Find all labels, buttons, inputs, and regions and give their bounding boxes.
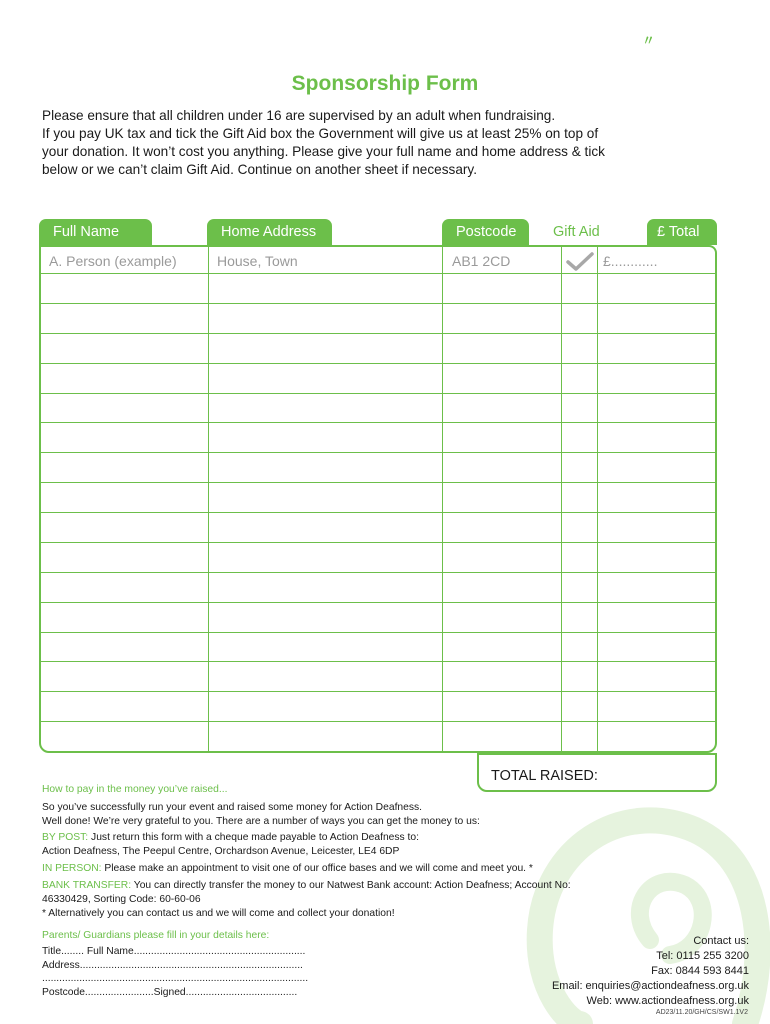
table-row[interactable]	[41, 542, 715, 572]
guardian-line[interactable]: Title........ Full Name............................................................	[42, 946, 306, 957]
in-person-text: Please make an appointment to visit one of our office bases and we will come and meet you. *	[104, 863, 533, 874]
check-icon	[566, 252, 594, 272]
corner-mark: 〃	[642, 33, 656, 48]
table-row[interactable]	[41, 721, 715, 751]
intro-line: below or we can’t claim Gift Aid. Continue on another sheet if necessary.	[42, 162, 477, 177]
table-row[interactable]	[41, 691, 715, 721]
header-full-name: Full Name	[39, 219, 152, 245]
bank-text: You can directly transfer the money to our Natwest Bank account: Action Deafness; Account No:	[133, 880, 571, 891]
by-post-label: BY POST:	[42, 832, 89, 843]
column-divider	[208, 247, 209, 751]
contact-block	[552, 934, 749, 1009]
column-divider	[597, 247, 598, 751]
table-row[interactable]	[41, 303, 715, 333]
howto-para: Well done! We’re very grateful to you. There are a number of ways you can get the money to us:	[42, 816, 480, 827]
table-row[interactable]	[41, 512, 715, 542]
page-title: Sponsorship Form	[291, 72, 479, 95]
bank-details: 46330429, Sorting Code: 60-60-06	[42, 894, 201, 905]
table-row[interactable]	[41, 602, 715, 632]
example-total: £............	[603, 253, 658, 269]
guardian-heading: Parents/ Guardians please fill in your details here:	[42, 930, 270, 941]
howto-body	[42, 801, 682, 829]
header-gift-aid: Gift Aid	[553, 224, 600, 240]
table-row[interactable]	[41, 333, 715, 363]
header-total: £ Total	[647, 219, 717, 245]
reference-code: AD23/11.20/GH/CS/SW1.1V2	[655, 1009, 748, 1016]
guardian-line[interactable]: Address..............................................................................	[42, 959, 303, 971]
table-row[interactable]	[41, 452, 715, 482]
howto-heading: How to pay in the money you’ve raised...	[42, 784, 228, 795]
in-person-label: IN PERSON:	[42, 863, 102, 874]
example-postcode: AB1 2CD	[452, 253, 511, 269]
howto-section	[42, 783, 682, 797]
contact-tel: Tel: 0115 255 3200	[656, 950, 749, 962]
by-post	[42, 831, 682, 859]
header-postcode: Postcode	[442, 219, 529, 245]
total-raised-label: TOTAL RAISED:	[491, 768, 598, 784]
table-row[interactable]	[41, 393, 715, 423]
guardian-section	[42, 929, 372, 943]
example-name: A. Person (example)	[49, 253, 177, 269]
intro-text	[42, 107, 722, 179]
table-row[interactable]	[41, 273, 715, 303]
by-post-address: Action Deafness, The Peepul Centre, Orchardson Avenue, Leicester, LE4 6DP	[42, 846, 400, 857]
example-address: House, Town	[217, 253, 298, 269]
contact-fax: Fax: 0844 593 8441	[651, 965, 749, 977]
table-row[interactable]	[41, 482, 715, 512]
guardian-line[interactable]: .............................................................................................	[42, 973, 309, 984]
table-row[interactable]	[41, 363, 715, 393]
table-row[interactable]	[41, 661, 715, 691]
contact-email[interactable]: Email: enquiries@actiondeafness.org.uk	[551, 980, 749, 992]
contact-heading: Contact us:	[693, 935, 749, 947]
column-divider	[442, 247, 443, 751]
intro-line: your donation. It won’t cost you anything. Please give your full name and home address & tick	[42, 144, 605, 159]
intro-line: If you pay UK tax and tick the Gift Aid box the Government will give us at least 25% on top of	[42, 126, 599, 141]
guardian-fields[interactable]	[42, 945, 372, 999]
bank-label: BANK TRANSFER:	[42, 880, 132, 891]
table-row[interactable]	[41, 572, 715, 602]
by-post-text: Just return this form with a cheque made payable to Action Deafness to:	[91, 832, 420, 843]
guardian-line[interactable]: Postcode........................Signed.......................................	[42, 986, 298, 998]
sponsor-table	[39, 245, 717, 753]
intro-line: Please ensure that all children under 16 are supervised by an adult when fundraising.	[42, 108, 556, 123]
table-row[interactable]	[41, 422, 715, 452]
alternative-text: * Alternatively you can contact us and we will come and collect your donation!	[42, 908, 395, 919]
in-person	[42, 862, 682, 876]
header-home-address: Home Address	[207, 219, 332, 245]
column-divider	[561, 247, 562, 751]
table-row[interactable]	[41, 632, 715, 662]
howto-para: So you’ve successfully run your event and raised some money for Action Deafness.	[42, 802, 423, 813]
bank-transfer	[42, 879, 682, 921]
contact-web[interactable]: Web: www.actiondeafness.org.uk	[586, 995, 749, 1007]
